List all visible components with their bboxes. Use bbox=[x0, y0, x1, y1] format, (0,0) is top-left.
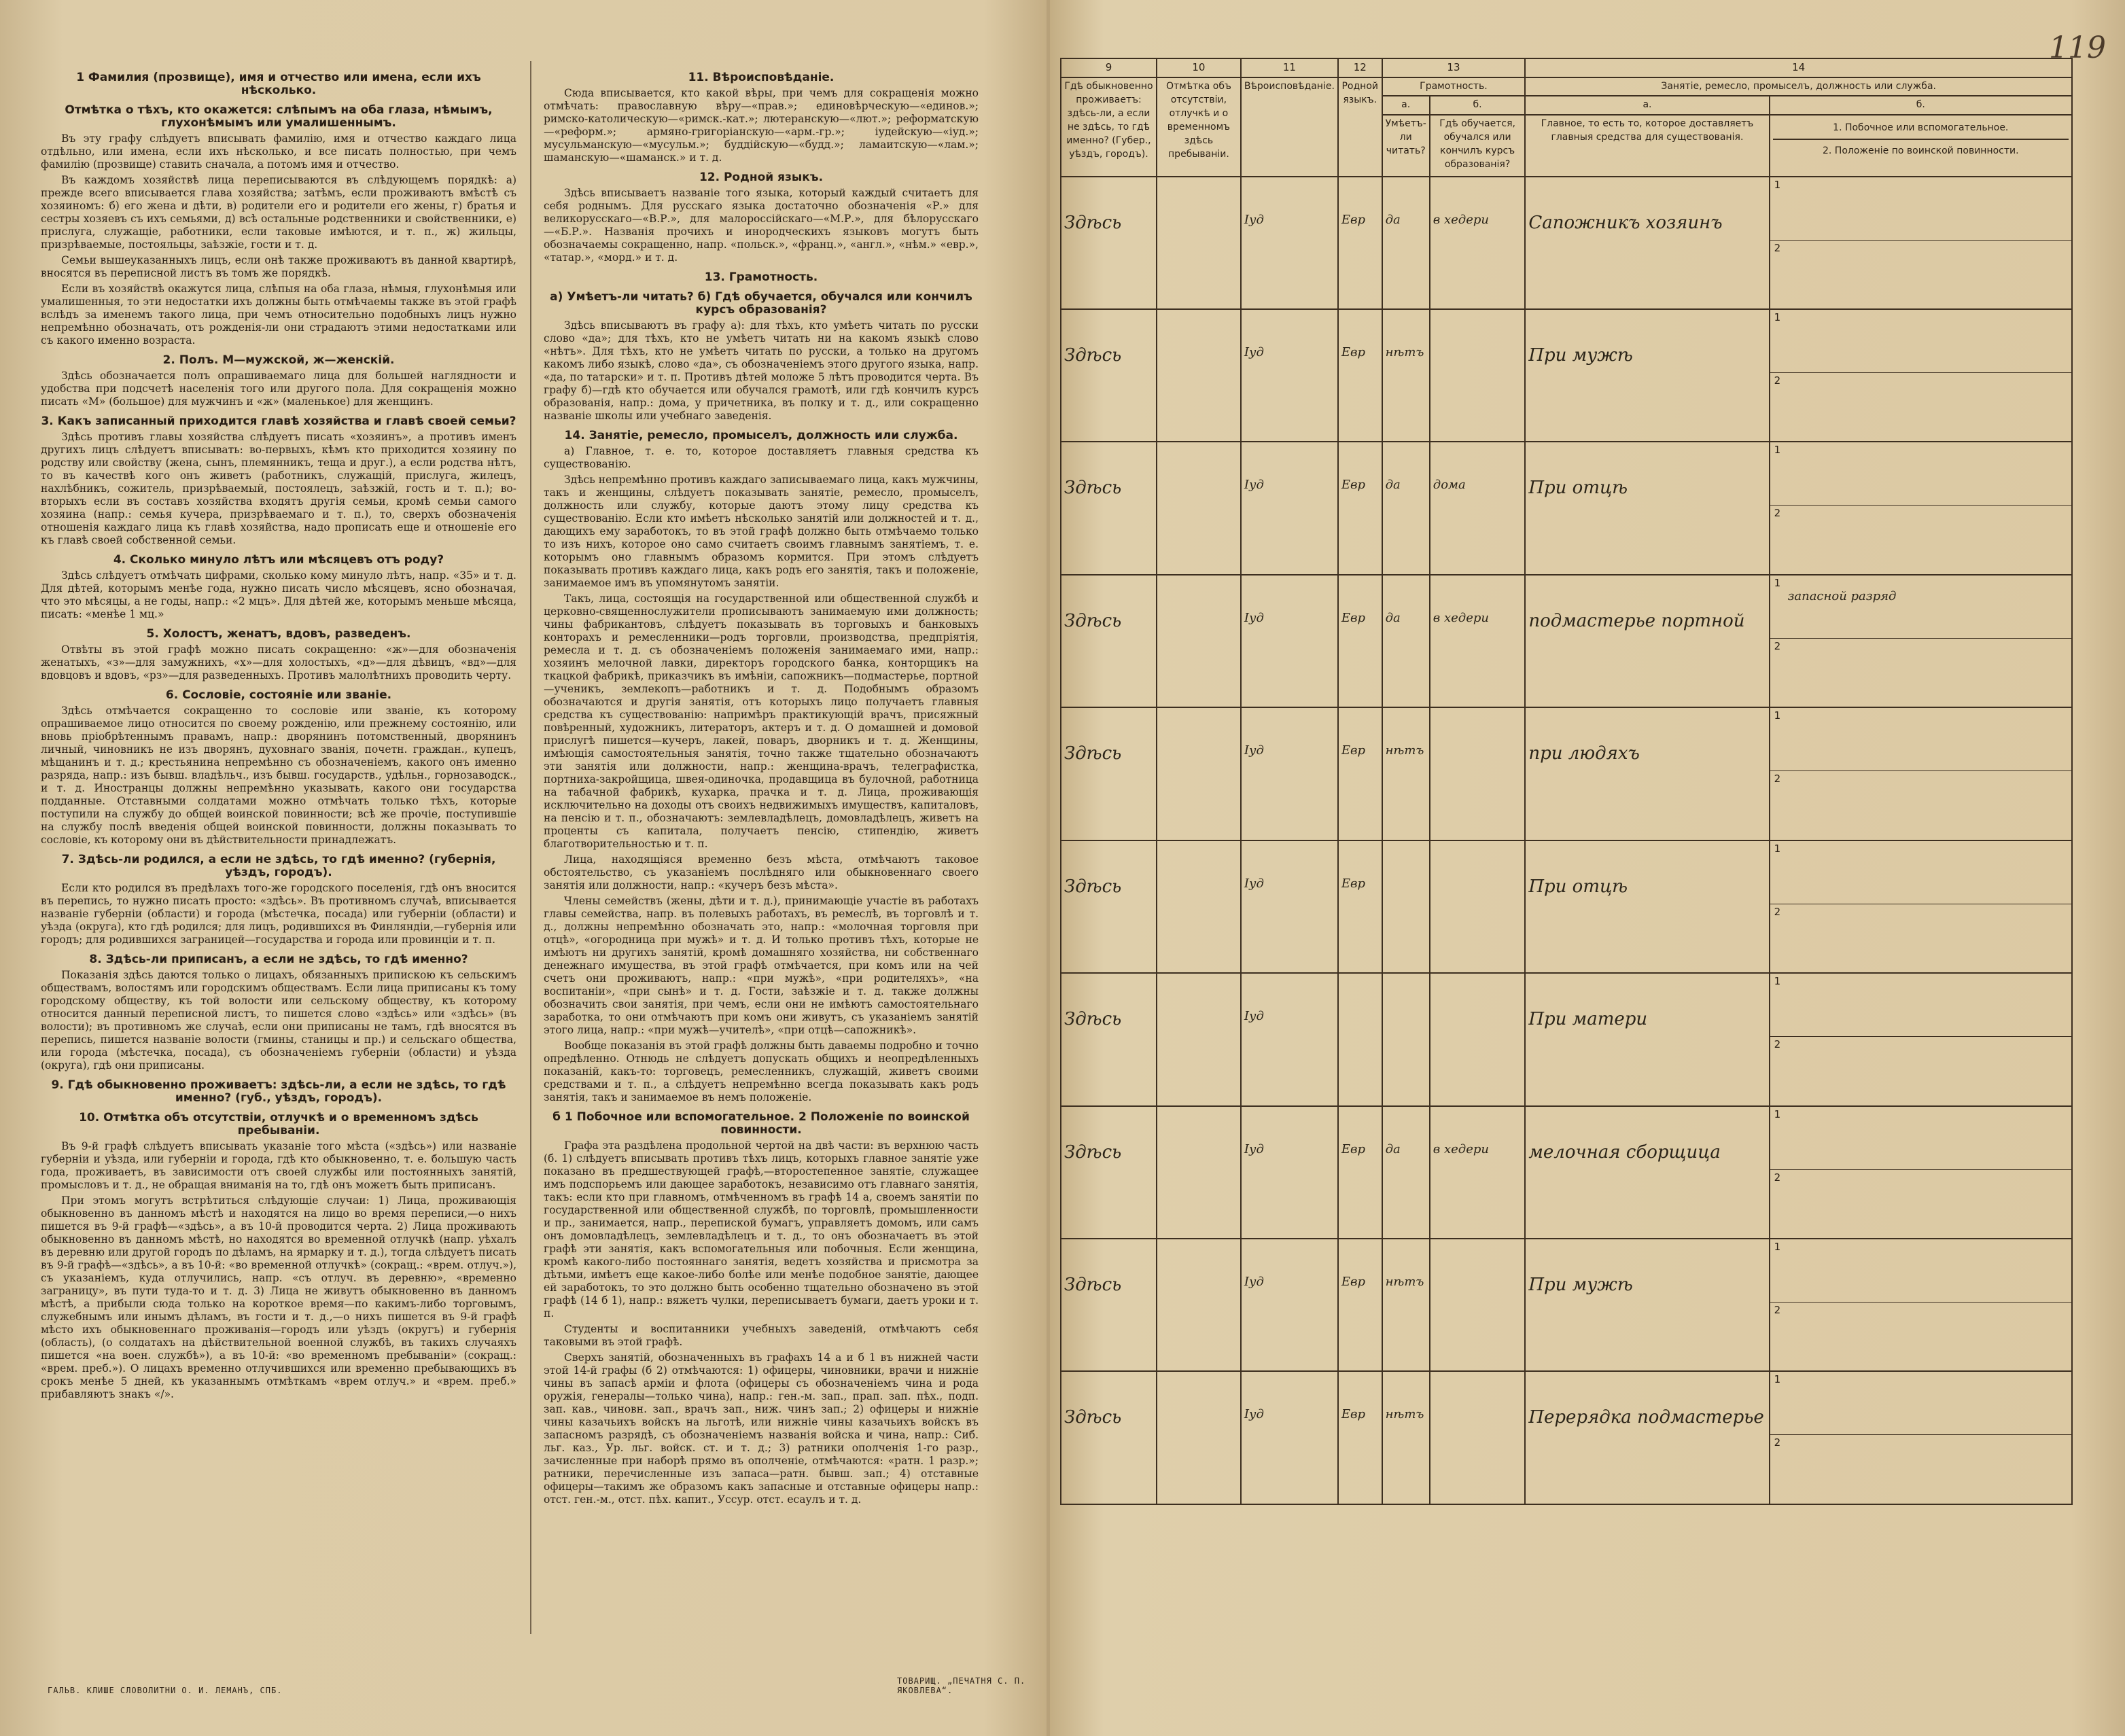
instruction-heading: 7. Здѣсь-ли родился, а если не здѣсь, то гдѣ именно? (губернія, уѣздъ, городъ). bbox=[61, 853, 496, 879]
instructions-column-2 bbox=[544, 65, 979, 1509]
instruction-paragraph: Лица, находящіяся временно безъ мѣста, отмѣчаютъ таковое обстоятельство, съ указаніемъ послѣдняго или обыкновеннаго своего занятія или должности, напр.: «кучеръ безъ мѣста». bbox=[544, 853, 979, 891]
absence-cell bbox=[1157, 1106, 1241, 1239]
handwritten-entry: Евр bbox=[1341, 1141, 1366, 1156]
education-cell bbox=[1430, 1239, 1526, 1371]
military-part bbox=[1770, 904, 2071, 967]
instruction-heading: 11. Вѣроисповѣданіе. bbox=[688, 71, 835, 84]
handwritten-entry: да bbox=[1385, 610, 1401, 625]
secondary-occupation-cell bbox=[1770, 309, 2072, 442]
handwritten-entry: Евр bbox=[1341, 478, 1366, 493]
sub-row-number: 1 bbox=[1774, 842, 1781, 855]
header-can-read: Умѣетъ-ли читать? bbox=[1382, 115, 1430, 177]
sub-row-number: 1 bbox=[1774, 576, 1781, 589]
handwritten-entry: Здѣсь bbox=[1064, 743, 1122, 764]
handwritten-entry: Іуд bbox=[1244, 344, 1264, 359]
instruction-paragraph: Здѣсь обозначается полъ опрашиваемаго лица для большей наглядности и удобства при подсчетѣ населенія того или другого пола. Для сокращенія можно писать «М» (большое) для мужчинъ и «ж» (маленькое) для женщинъ. bbox=[41, 370, 516, 408]
can-read-cell bbox=[1382, 442, 1430, 574]
language-cell bbox=[1338, 442, 1382, 574]
header-secondary: 1. Побочное или вспомогательное. bbox=[1773, 117, 2069, 140]
secondary-occupation-cell bbox=[1770, 1106, 2072, 1239]
secondary-part bbox=[1770, 310, 2071, 373]
military-part bbox=[1770, 373, 2071, 436]
residence-cell bbox=[1061, 309, 1157, 442]
main-occupation-cell bbox=[1525, 309, 1769, 442]
language-cell bbox=[1338, 177, 1382, 309]
main-occupation-cell bbox=[1525, 840, 1769, 973]
residence-cell bbox=[1061, 1239, 1157, 1371]
handwritten-entry: дома bbox=[1433, 478, 1466, 493]
handwritten-entry: Іуд bbox=[1244, 876, 1264, 891]
can-read-cell bbox=[1382, 973, 1430, 1105]
column-number-row bbox=[1061, 58, 2072, 77]
census-row bbox=[1061, 1106, 2072, 1239]
secondary-part bbox=[1770, 1107, 2071, 1170]
sub-row-number: 2 bbox=[1774, 1436, 1781, 1449]
colnum-12: 12 bbox=[1338, 58, 1382, 77]
handwritten-entry: Евр bbox=[1341, 1275, 1366, 1289]
handwritten-entry: Іуд bbox=[1244, 1009, 1264, 1024]
instruction-heading: 9. Гдѣ обыкновенно проживаетъ: здѣсь-ли, а если не здѣсь, то гдѣ именно? (губ., уѣздъ, городъ). bbox=[51, 1078, 506, 1105]
handwritten-entry: Іуд bbox=[1244, 610, 1264, 625]
sheet-number: 119 bbox=[2049, 31, 2106, 65]
can-read-cell bbox=[1382, 1106, 1430, 1239]
instruction-heading: 13. Грамотность. bbox=[704, 270, 818, 284]
handwritten-entry: Здѣсь bbox=[1064, 478, 1122, 499]
handwritten-entry: при людяхъ bbox=[1528, 743, 1640, 764]
instruction-paragraph: Графа эта раздѣлена продольной чертой на двѣ части: въ верхнюю часть (б. 1) слѣдуетъ вписывать противъ тѣхъ лицъ, которыхъ главное занятіе уже показано въ предшествующей графѣ,—второстепенное занятіе, служащее имъ подспорьемъ или дающее заработокъ, независимо отъ главнаго занятія, такъ: если кто при главномъ, отмѣченномъ въ графѣ 14 а, своемъ занятіи по государственной или общественной службѣ, по торговлѣ, промышленности и пр., занимается, напр., перепиской бумагъ, управляетъ домомъ, или самъ онъ домовладѣлецъ, землевладѣлецъ и т. д., то онъ обозначаетъ въ этой графѣ эти занятія, какъ вспомогательныя или побочныя. Если женщина, кромѣ какого-либо постояннаго занятія, ведетъ хозяйства и присмотра за дѣтьми, имѣетъ еще какое-либо болѣе или менѣе подобное занятіе, дающее ей заработокъ, то это должно быть особенно тщательно обозначено въ этой графѣ (14 б 1), напр.: вяжетъ чулки, переписываетъ бумаги, даетъ уроки и т. п. bbox=[544, 1139, 979, 1319]
instruction-paragraph: Семьи вышеуказанныхъ лицъ, если онѣ также проживаютъ въ данной квартирѣ, вносятся въ переписной листъ въ томъ же порядкѣ. bbox=[41, 254, 516, 279]
instruction-paragraph: Въ каждомъ хозяйствѣ лица переписываются въ слѣдующемъ порядкѣ: а) прежде всего вписывается глава хозяйства; затѣмъ, если проживаютъ вмѣстѣ съ хозяиномъ: б) его жена и дѣти, в) родители его и родители его жены, г) братья и сестры хозяевъ съ ихъ семьями, д) всѣ остальные родственники и свойственники, е) прислуга, служащіе, работники, если таковые имѣются, и т. п., ж) жильцы, призрѣваемые, постояльцы, заѣзжіе, гости и т. д. bbox=[41, 174, 516, 251]
handwritten-entry: нѣтъ bbox=[1385, 1275, 1424, 1289]
can-read-cell bbox=[1382, 707, 1430, 840]
sub-row-number: 2 bbox=[1774, 241, 1781, 254]
language-cell bbox=[1338, 1239, 1382, 1371]
handwritten-entry: Іуд bbox=[1244, 1407, 1264, 1422]
education-cell bbox=[1430, 973, 1526, 1105]
sub-row-number: 2 bbox=[1774, 507, 1781, 520]
education-cell bbox=[1430, 1106, 1526, 1239]
religion-cell bbox=[1241, 1239, 1338, 1371]
absence-cell bbox=[1157, 1239, 1241, 1371]
handwritten-entry: При отцѣ bbox=[1528, 876, 1628, 897]
secondary-part bbox=[1770, 177, 2071, 241]
colnum-13: 13 bbox=[1382, 58, 1526, 77]
instruction-heading: 10. Отмѣтка объ отсутствіи, отлучкѣ и о временномъ здѣсь пребываніи. bbox=[79, 1111, 478, 1137]
sub-row-number: 1 bbox=[1774, 444, 1781, 457]
education-cell bbox=[1430, 1371, 1526, 1504]
language-cell bbox=[1338, 309, 1382, 442]
sub-row-number: 1 bbox=[1774, 709, 1781, 722]
handwritten-entry: Іуд bbox=[1244, 212, 1264, 227]
printer-footer-left: ГАЛЬВ. КЛИШЕ СЛОВОЛИТНИ О. И. ЛЕМАНЪ, СПБ. bbox=[48, 1686, 283, 1695]
can-read-cell bbox=[1382, 177, 1430, 309]
handwritten-entry: да bbox=[1385, 478, 1401, 493]
header-secondary-occupation bbox=[1770, 115, 2072, 177]
handwritten-entry: в хедери bbox=[1433, 1141, 1489, 1156]
sub-row-number: 2 bbox=[1774, 639, 1781, 652]
can-read-cell bbox=[1382, 1371, 1430, 1504]
sub-row-number: 1 bbox=[1774, 311, 1781, 323]
religion-cell bbox=[1241, 1371, 1338, 1504]
instruction-paragraph: Студенты и воспитанники учебныхъ заведеній, отмѣчаютъ себя таковыми въ этой графѣ. bbox=[544, 1323, 979, 1348]
language-cell bbox=[1338, 973, 1382, 1105]
can-read-cell bbox=[1382, 575, 1430, 707]
census-row bbox=[1061, 840, 2072, 973]
handwritten-entry: в хедери bbox=[1433, 610, 1489, 625]
header-native-language: Родной языкъ. bbox=[1338, 77, 1382, 177]
handwritten-entry: Здѣсь bbox=[1064, 1407, 1122, 1428]
secondary-occupation-cell bbox=[1770, 973, 2072, 1105]
sub-row-number: 2 bbox=[1774, 374, 1781, 387]
printer-footer-right: ТОВАРИЩ. „ПЕЧАТНЯ С. П. ЯКОВЛЕВА“. bbox=[897, 1676, 1026, 1695]
instruction-heading: 8. Здѣсь-ли приписанъ, а если не здѣсь, то гдѣ именно? bbox=[89, 953, 468, 966]
absence-cell bbox=[1157, 840, 1241, 973]
instruction-paragraph: Члены семействъ (жены, дѣти и т. д.), принимающіе участіе въ работахъ главы семейства, напр. въ полевыхъ работахъ, въ ремеслѣ, въ торговлѣ и т. д., должны непремѣнно обозначать это, напр.: «молочная торговля при отцѣ», «огородница при мужѣ» и т. д. И только противъ тѣхъ, которые не имѣютъ ни другихъ занятій, кромѣ домашняго хозяйства, ни собственнаго денежнаго имущества, въ этой графѣ отмѣчается, при комъ или на чей счетъ они проживаютъ, напр.: «при мужѣ», «при родителяхъ», «на воспитаніи», «при сынѣ» и т. д. Гости, заѣзжіе и т. д. также должны обозначить свои занятія, при чемъ, если они не имѣютъ самостоятельнаго заработка, то они отмѣчаютъ при комъ они живутъ, съ указаніемъ занятій этого лица, напр.: «при мужѣ—учителѣ», «при отцѣ—сапожникѣ». bbox=[544, 895, 979, 1036]
census-rows bbox=[1061, 177, 2072, 1505]
handwritten-entry: Іуд bbox=[1244, 1275, 1264, 1289]
handwritten-entry: При отцѣ bbox=[1528, 478, 1628, 499]
language-cell bbox=[1338, 1371, 1382, 1504]
instruction-paragraph: Здѣсь вписываетъ названіе того языка, который каждый считаетъ для себя роднымъ. Для русскаго языка достаточно обозначенія «Р.» для великорусскаго—«В.Р.», для малороссійскаго—«М.Р.», для бѣлорусскаго—«Б.Р.». Названія прочихъ и инородческихъ языковъ могутъ быть обозначаемы сокращенно, напр. «польск.», «франц.», «англ.», «нѣм.» «евр.», «татар.», «морд.» и т. д. bbox=[544, 187, 979, 264]
instruction-heading: 1 Фамилия (прозвище), имя и отчество или имена, если ихъ нѣсколько. bbox=[76, 71, 481, 97]
religion-cell bbox=[1241, 575, 1338, 707]
residence-cell bbox=[1061, 707, 1157, 840]
handwritten-entry: подмастерье портной bbox=[1528, 610, 1745, 631]
header-education: Гдѣ обучается, обучался или кончилъ курсъ образованія? bbox=[1430, 115, 1526, 177]
header-row-1 bbox=[1061, 77, 2072, 96]
instruction-heading: 6. Сословіе, состояніе или званіе. bbox=[165, 688, 392, 702]
education-cell bbox=[1430, 575, 1526, 707]
religion-cell bbox=[1241, 177, 1338, 309]
instruction-heading: 14. Занятіе, ремесло, промыселъ, должность или служба. bbox=[564, 429, 958, 442]
header-usual-residence: Гдѣ обыкновенно проживаетъ: здѣсь-ли, а если не здѣсь, то гдѣ именно? (Губер., уѣздъ, городъ). bbox=[1061, 77, 1157, 177]
religion-cell bbox=[1241, 442, 1338, 574]
religion-cell bbox=[1241, 973, 1338, 1105]
education-cell bbox=[1430, 177, 1526, 309]
main-occupation-cell bbox=[1525, 1239, 1769, 1371]
secondary-part bbox=[1770, 1239, 2071, 1303]
header-main-occupation: Главное, то есть то, которое доставляетъ главныя средства для существованія. bbox=[1525, 115, 1769, 177]
handwritten-entry: Евр bbox=[1341, 743, 1366, 758]
handwritten-entry: Сапожникъ хозяинъ bbox=[1528, 212, 1723, 233]
military-part bbox=[1770, 506, 2071, 568]
main-occupation-cell bbox=[1525, 1371, 1769, 1504]
census-row bbox=[1061, 309, 2072, 442]
sub-row-number: 1 bbox=[1774, 975, 1781, 988]
secondary-part bbox=[1770, 442, 2071, 506]
sub-row-number: 2 bbox=[1774, 1038, 1781, 1051]
instruction-paragraph: Здѣсь слѣдуетъ отмѣчать цифрами, сколько кому минуло лѣтъ, напр. «35» и т. д. Для дѣтей, которымъ менѣе года, нужно писать число мѣсяцевъ, ясно обозначая, что это мѣсяцы, а не годы, напр.: «2 мцъ». Для дѣтей же, которымъ меньше мѣсяца, писать: «менѣе 1 мц.» bbox=[41, 569, 516, 620]
instruction-paragraph: Показанія здѣсь даются только о лицахъ, обязанныхъ припискою къ сельскимъ обществамъ, волостямъ или городскимъ обществамъ. Если лица приписаны къ тому городскому обществу, къ той волости или сельскому обществу, къ которому относится данный переписной листъ, то пишется слово «здѣсь» или «здѣсь» (въ волости); въ противномъ же случаѣ, если они приписаны не тамъ, гдѣ вносятся въ перепись, пишется названіе волости (гмины, станицы и пр.) и сельскаго общества, или города (мѣстечка, посада), съ обозначеніемъ губерніи (области) и уѣзда (округа), гдѣ они приписаны. bbox=[41, 969, 516, 1071]
secondary-occupation-cell bbox=[1770, 177, 2072, 309]
colnum-14: 14 bbox=[1525, 58, 2072, 77]
instruction-paragraph: Въ 9-й графѣ слѣдуетъ вписывать указаніе того мѣста («здѣсь») или названіе губерніи и уѣзда, или губерніи и города, гдѣ кто обыкновенно, т. е. большую часть года, проживаетъ, въ зависимости отъ своей службы или постоянныхъ занятій, промысловъ и т. д., не обращая вниманія на то, гдѣ онъ можетъ быть приписанъ. bbox=[41, 1140, 516, 1191]
residence-cell bbox=[1061, 1106, 1157, 1239]
handwritten-entry: Здѣсь bbox=[1064, 344, 1122, 366]
military-part bbox=[1770, 1435, 2071, 1498]
military-part bbox=[1770, 639, 2071, 701]
header-literacy-b-letter: б. bbox=[1430, 96, 1526, 114]
handwritten-entry: Здѣсь bbox=[1064, 1009, 1122, 1030]
instruction-paragraph: Здѣсь противъ главы хозяйства слѣдуетъ писать «хозяинъ», а противъ именъ другихъ лицъ слѣдуетъ вписывать: во-первыхъ, кѣмъ кто приходится хозяину по родству или свойству (жена, сынъ, племянникъ, теща и друг.), а если родства нѣтъ, то въ качествѣ кого онъ живетъ (работникъ, служащій, прислуга, жилецъ, нахлѣбникъ, сожитель, призрѣваемый, постоялецъ, заѣзжій, гость и т. п.); во-вторыхъ если въ составъ хозяйства входятъ другія семьи, кромѣ семьи самого хозяина (напр.: семья кучера, призрѣваемаго и т. п.), то, сверхъ обозначенія отношенія каждаго лица къ главѣ хозяйства, надо прописать еще и отношеніе его къ главѣ своей собственной семьи. bbox=[41, 431, 516, 546]
colnum-11: 11 bbox=[1241, 58, 1338, 77]
language-cell bbox=[1338, 575, 1382, 707]
secondary-occupation-cell bbox=[1770, 840, 2072, 973]
handwritten-entry: Іуд bbox=[1244, 743, 1264, 758]
main-occupation-cell bbox=[1525, 973, 1769, 1105]
can-read-cell bbox=[1382, 1239, 1430, 1371]
instruction-heading: Отмѣтка о тѣхъ, кто окажется: слѣпымъ на оба глаза, нѣмымъ, глухонѣмымъ или умалишеннымъ. bbox=[65, 103, 493, 130]
sub-row-number: 1 bbox=[1774, 1108, 1781, 1120]
colnum-9: 9 bbox=[1061, 58, 1157, 77]
military-part bbox=[1770, 1037, 2071, 1099]
handwritten-entry: нѣтъ bbox=[1385, 1407, 1424, 1422]
handwritten-entry: Перерядка подмастерье bbox=[1528, 1407, 1764, 1428]
secondary-part bbox=[1770, 575, 2071, 639]
census-row bbox=[1061, 177, 2072, 309]
religion-cell bbox=[1241, 309, 1338, 442]
handwritten-entry: мелочная сборщица bbox=[1528, 1141, 1721, 1163]
handwritten-entry: Здѣсь bbox=[1064, 1141, 1122, 1163]
language-cell bbox=[1338, 840, 1382, 973]
handwritten-entry: Евр bbox=[1341, 1407, 1366, 1422]
absence-cell bbox=[1157, 309, 1241, 442]
instruction-paragraph: Такъ, лица, состоящія на государственной или общественной службѣ и церковно-священнослужители прописываютъ занимаемую ими должность; чины фабрикантовъ, слѣдуетъ показывать въ торговыхъ и банковыхъ конторахъ и ремесленники—родъ торговли, производства, предпріятія, ремесла и т. д. съ обозначеніемъ положенія занимаемаго ими, напр.: хозяинъ мелочной лавки, директоръ городского банка, конторщикъ на ткацкой фабрикѣ, приказчикъ въ имѣніи, сапожникъ—подмастерье, портной—ученикъ, землекопъ—работникъ и т. д. Подобнымъ образомъ обозначаются и другія занятія, отъ которыхъ лицо получаетъ главныя средства къ существованію: напримѣръ практикующій врачъ, присяжный повѣренный, художникъ, литераторъ, актеръ и т. д. О домашней и домовой прислугѣ пишется—кучеръ, лакей, поваръ, дворникъ и т. д. Женщины, имѣющія самостоятельныя занятія, точно также тщательно обозначаютъ эти занятія или должности, напр.: женщина-врачъ, телеграфистка, портниха-закройщица, швея-одиночка, продавщица въ булочной, работница на табачной фабрикѣ, кухарка, прачка и т. д. Лица, проживающія исключительно на доходы отъ своихъ недвижимыхъ имуществъ, капиталовъ, на пенсію и т. п., обозначаютъ: землевладѣлецъ, домовладѣлецъ, живетъ на проценты съ капитала, получаетъ пенсію, стипендію, живетъ благотворительностью и т. п. bbox=[544, 592, 979, 850]
absence-cell bbox=[1157, 973, 1241, 1105]
header-absence-note: Отмѣтка объ отсутствіи, отлучкѣ и о временномъ здѣсь пребываніи. bbox=[1157, 77, 1241, 177]
header-religion: Вѣроисповѣданіе. bbox=[1241, 77, 1338, 177]
main-occupation-cell bbox=[1525, 707, 1769, 840]
census-row bbox=[1061, 973, 2072, 1105]
education-cell bbox=[1430, 442, 1526, 574]
military-part bbox=[1770, 241, 2071, 303]
secondary-occupation-cell bbox=[1770, 442, 2072, 574]
instruction-paragraph: Сверхъ занятій, обозначенныхъ въ графахъ 14 а и б 1 въ нижней части этой 14-й графы (б 2) отмѣчаются: 1) офицеры, чиновники, врачи и нижніе чины въ запасѣ арміи и флота (офицеры съ обозначеніемъ чина и рода оружія, генералы—только чина), напр.: ген.-м. зап., прап. зап. пѣх., подп. зап. кав., чиновн. зап., врачъ зап., ниж. чинъ зап.; 2) офицеры и нижніе чины казачьихъ войскъ на льготѣ, или нижніе чины казачьихъ войскъ въ запасномъ разрядѣ, съ обозначеніемъ названія войска и чина, напр.: Сиб. льг. каз., Ур. льг. войск. ст. и т. д.; 3) ратники ополченія 1-го разр., зачисленные при наборѣ прямо въ ополченіе, отмѣчаются: «ратн. 1 разр.»; ратники, перечисленные изъ запаса—ратн. бывш. зап.; 4) отставные офицеры—такимъ же образомъ какъ запасные и отставные офицеры напр.: отст. ген.-м., отст. пѣх. капит., Уссур. отст. есаулъ и т. д. bbox=[544, 1351, 979, 1506]
residence-cell bbox=[1061, 177, 1157, 309]
handwritten-entry: нѣтъ bbox=[1385, 344, 1424, 359]
header-occupation-a-letter: а. bbox=[1525, 96, 1769, 114]
main-occupation-cell bbox=[1525, 442, 1769, 574]
military-part bbox=[1770, 1170, 2071, 1233]
sub-row-number: 2 bbox=[1774, 1304, 1781, 1316]
sub-row-number: 1 bbox=[1774, 1373, 1781, 1386]
left-page-instructions bbox=[0, 0, 1047, 1736]
absence-cell bbox=[1157, 575, 1241, 707]
handwritten-entry: При мужѣ bbox=[1528, 1275, 1633, 1295]
census-row bbox=[1061, 442, 2072, 574]
census-row bbox=[1061, 1371, 2072, 1504]
instruction-paragraph: Отвѣты въ этой графѣ можно писать сокращенно: «ж»—для обозначенія женатыхъ, «з»—для замужнихъ, «х»—для холостыхъ, «д»—для дѣвицъ, «вд»—для вдовцовъ и вдовъ, «рз»—для разведенныхъ. Противъ малолѣтнихъ проводить черту. bbox=[41, 643, 516, 681]
residence-cell bbox=[1061, 442, 1157, 574]
header-military: 2. Положеніе по воинской повинности. bbox=[1822, 145, 2019, 156]
instruction-paragraph: Если кто родился въ предѣлахъ того-же городского поселенія, гдѣ онъ вносится въ перепись, то нужно писать просто: «здѣсь». Въ противномъ случаѣ, вписывается названіе губерніи (области) и города (мѣстечка, посада) или губерніи (области) и уѣзда (округа), кто гдѣ родился; для лицъ, родившихся въ Финляндіи,—губернія или городъ; для родившихся заграницей—государства и города или провинціи и т. п. bbox=[41, 882, 516, 946]
header-literacy: Грамотность. bbox=[1382, 77, 1526, 96]
handwritten-entry: Евр bbox=[1341, 344, 1366, 359]
instruction-paragraph: а) Главное, т. е. то, которое доставляетъ главныя средства къ существованію. bbox=[544, 445, 979, 470]
secondary-occupation-cell bbox=[1770, 1239, 2072, 1371]
instruction-paragraph: При этомъ могутъ встрѣтиться слѣдующіе случаи: 1) Лица, проживающія обыкновенно въ данномъ мѣстѣ и находятся на лицо во время переписи,—о нихъ пишется въ 9-й графѣ—«здѣсь», а въ 10-й проводится черта. 2) Лица проживають обыкновенно въ данномъ мѣстѣ, но находятся во временной отлучкѣ (напр. уѣхалъ въ деревню или другой городъ по дѣламъ, на ярмарку и т. д.), тогда слѣдуетъ писать въ 9-й графѣ—«здѣсь», а въ 10-й: «во временной отлучкѣ» (сокращ.: «врем. отлуч.»), съ указаніемъ, куда отлучились, напр. «съ отлуч. въ деревню», «временно заграницу», въ пути туда-то и т. д. 3) Лица не живутъ обыкновенно въ данномъ мѣстѣ, а прибыли сюда только на короткое время—по какимъ-либо торговымъ, служебнымъ или инымъ дѣламъ, въ гости и т. д.,—о нихъ пишется въ 9-й графѣ мѣсто ихъ обыкновеннаго проживанія—городъ или уѣздъ (округъ) и губернія (область), (о солдатахъ на дѣйствительной военной службѣ, въ такихъ случаяхъ пишется «на воен. службѣ»), а въ 10-й: «во временномъ пребываніи» (сокращ.: «врем. преб.»). О лицахъ временно отлучившихся или временно пребывающихъ въ срокъ менѣе 5 дней, къ указаннымъ отмѣткамъ «врем отлуч.» и «врем. преб.» прибавляютъ знакъ «/». bbox=[41, 1194, 516, 1400]
census-row bbox=[1061, 707, 2072, 840]
residence-cell bbox=[1061, 575, 1157, 707]
sub-row-number: 2 bbox=[1774, 1171, 1781, 1184]
instruction-paragraph: Здѣсь отмѣчается сокращенно то сословіе или званіе, къ которому опрашиваемое лицо относится по своему рожденію, или прежнему состоянію, или вновь пріобрѣтеннымъ правамъ, напр.: дворянинъ потомственный, дворянинъ личный, чиновникъ не изъ дворянъ, духовнаго званія, почетн. граждан., купецъ, мѣщанинъ и т. д.; крестьянина непремѣнно съ обозначеніемъ, какого онъ именно разряда, напр.: изъ бывш. владѣльч., изъ бывш. государств., удѣльн., горнозаводск., и т. д. Иностранцы должны непремѣнно указывать, какого они государства подданные. Отставными солдатами можно отмѣчать только тѣхъ, которые поступили на службу до общей воинской повинности; всѣ же прочіе, поступившіе на службу послѣ введенія общей воинской повинности, должны показывать то сословіе, къ которому они въ дѣйствительности принадлежатъ. bbox=[41, 705, 516, 846]
instruction-heading: 4. Сколько минуло лѣтъ или мѣсяцевъ отъ роду? bbox=[113, 553, 444, 567]
education-cell bbox=[1430, 309, 1526, 442]
instruction-heading: 2. Полъ. М—мужской, ж—женскій. bbox=[162, 353, 395, 367]
header-occupation-b-letter: б. bbox=[1770, 96, 2072, 114]
instruction-heading: а) Умѣетъ-ли читать? б) Гдѣ обучается, обучался или кончилъ курсъ образованія? bbox=[550, 290, 972, 317]
secondary-part bbox=[1770, 708, 2071, 771]
main-occupation-cell bbox=[1525, 1106, 1769, 1239]
instructions-column-1 bbox=[41, 65, 516, 1404]
handwritten-entry: Здѣсь bbox=[1064, 212, 1122, 233]
residence-cell bbox=[1061, 1371, 1157, 1504]
military-part bbox=[1770, 1303, 2071, 1365]
religion-cell bbox=[1241, 707, 1338, 840]
education-cell bbox=[1430, 840, 1526, 973]
sub-row-number: 1 bbox=[1774, 1241, 1781, 1253]
sub-row-number: 2 bbox=[1774, 905, 1781, 918]
handwritten-entry: Здѣсь bbox=[1064, 876, 1122, 897]
handwritten-entry: При мужѣ bbox=[1528, 344, 1633, 366]
instruction-heading: 12. Родной языкъ. bbox=[699, 171, 824, 184]
residence-cell bbox=[1061, 840, 1157, 973]
handwritten-entry: Іуд bbox=[1244, 478, 1264, 493]
secondary-occupation-cell bbox=[1770, 707, 2072, 840]
handwritten-entry: да bbox=[1385, 212, 1401, 227]
secondary-occupation-cell bbox=[1770, 1371, 2072, 1504]
handwritten-entry: Здѣсь bbox=[1064, 1275, 1122, 1295]
instruction-paragraph: Въ эту графу слѣдуетъ вписывать фамилію, имя и отчество каждаго лица отдѣльно, или имена, если ихъ нѣсколько, и все писать полностью, при чемъ фамилію (прозвище) ставить сначала, а потомъ имя и отчество. bbox=[41, 132, 516, 171]
can-read-cell bbox=[1382, 309, 1430, 442]
absence-cell bbox=[1157, 177, 1241, 309]
handwritten-secondary: запасной разряд bbox=[1787, 588, 1897, 603]
religion-cell bbox=[1241, 840, 1338, 973]
secondary-part bbox=[1770, 1372, 2071, 1435]
handwritten-entry: в хедери bbox=[1433, 212, 1489, 227]
main-occupation-cell bbox=[1525, 177, 1769, 309]
header-occupation: Занятіе, ремесло, промыселъ, должность или служба. bbox=[1525, 77, 2072, 96]
absence-cell bbox=[1157, 707, 1241, 840]
instruction-paragraph: Если въ хозяйствѣ окажутся лица, слѣпыя на оба глаза, нѣмыя, глухонѣмыя или умалишенныя, то эти недостатки ихъ должны быть отмѣчаемы также въ этой графѣ вслѣдъ за именемъ такого лица, при чемъ относительно подобныхъ лицъ нужно непремѣнно обозначать, отъ рожденія-ли они страдаютъ этими недостатками или съ какого именно возраста. bbox=[41, 283, 516, 347]
column-divider bbox=[530, 61, 531, 1634]
military-part bbox=[1770, 771, 2071, 834]
handwritten-entry: да bbox=[1385, 1141, 1401, 1156]
instruction-paragraph: Сюда вписывается, кто какой вѣры, при чемъ для сокращенія можно отмѣчать: православную вѣру—«прав.»; единовѣрческую—«единов.»; римско-католическую—«римск.-кат.»; лютеранскую—«лют.»; реформатскую—«реформ.»; армяно-григоріанскую—«арм.-гр.»; іудейскую—«іуд.»; мусульманскую—«мусульм.»; буддійскую—«будд.»; ламаитскую—«лам.»; шаманскую—«шаманск.» и т. д. bbox=[544, 87, 979, 164]
census-row bbox=[1061, 575, 2072, 707]
education-cell bbox=[1430, 707, 1526, 840]
handwritten-entry: нѣтъ bbox=[1385, 743, 1424, 758]
language-cell bbox=[1338, 1106, 1382, 1239]
handwritten-entry: При матери bbox=[1528, 1009, 1648, 1030]
colnum-10: 10 bbox=[1157, 58, 1241, 77]
secondary-occupation-cell bbox=[1770, 575, 2072, 707]
residence-cell bbox=[1061, 973, 1157, 1105]
instruction-heading: 5. Холостъ, женатъ, вдовъ, разведенъ. bbox=[146, 627, 411, 641]
absence-cell bbox=[1157, 442, 1241, 574]
handwritten-entry: Евр bbox=[1341, 610, 1366, 625]
language-cell bbox=[1338, 707, 1382, 840]
instruction-heading: б 1 Побочное или вспомогательное. 2 Положеніе по воинской повинности. bbox=[552, 1110, 970, 1137]
handwritten-entry: Здѣсь bbox=[1064, 610, 1122, 631]
sub-row-number: 1 bbox=[1774, 178, 1781, 191]
handwritten-entry: Евр bbox=[1341, 212, 1366, 227]
instruction-paragraph: Здѣсь вписываютъ въ графу а): для тѣхъ, кто умѣетъ читать по русски слово «да»; для тѣхъ, кто не умѣетъ читать ни на какомъ языкѣ слово «нѣтъ». Для тѣхъ, кто не умѣетъ читать по русски, а только на другомъ какомъ либо языкѣ, слово «да», съ обозначеніемъ этого другого языка, напр. «да, по татарски» и т. п. Противъ дѣтей моложе 5 лѣтъ проводится черта. Въ графу б)—гдѣ кто обучается или обучался грамотѣ, или гдѣ кончилъ курсъ образованія, напр.: дома, у причетника, въ полку и т. д., или сокращенно названіе школы или учебнаго заведенія. bbox=[544, 319, 979, 422]
census-row bbox=[1061, 1239, 2072, 1371]
religion-cell bbox=[1241, 1106, 1338, 1239]
handwritten-entry: Іуд bbox=[1244, 1141, 1264, 1156]
can-read-cell bbox=[1382, 840, 1430, 973]
instruction-heading: 3. Какъ записанный приходится главѣ хозяйства и главѣ своей семьи? bbox=[41, 414, 516, 428]
instruction-paragraph: Вообще показанія въ этой графѣ должны быть даваемы подробно и точно опредѣленно. Отнюдь не слѣдуетъ допускать общихъ и неопредѣленныхъ показаній, какъ-то: торговецъ, ремесленникъ, служащій, живетъ своими средствами и т. п., а слѣдуетъ непремѣнно всегда показывать какъ родъ занятія, такъ и занимаемое въ немъ положеніе. bbox=[544, 1040, 979, 1103]
instruction-paragraph: Здѣсь непремѣнно противъ каждаго записываемаго лица, какъ мужчины, такъ и женщины, слѣдуетъ показывать занятіе, ремесло, промыселъ, должность или службу, которые даютъ этому лицу средства къ существованію. Если кто имѣетъ нѣсколько занятій или должностей и т. д., дающихъ ему заработокъ, то въ этой графѣ должно быть отмѣчаемо только то изъ нихъ, которое оно само считаетъ своимъ главнымъ занятіемъ, т. е. которымъ оно главнымъ образомъ кормится. При этомъ слѣдуетъ показывать противъ каждаго лица, какъ родъ его занятія, такъ и положеніе, занимаемое имъ въ упомянутомъ занятіи. bbox=[544, 474, 979, 589]
secondary-part bbox=[1770, 974, 2071, 1037]
header-literacy-a-letter: а. bbox=[1382, 96, 1430, 114]
main-occupation-cell bbox=[1525, 575, 1769, 707]
census-table bbox=[1060, 58, 2073, 1505]
handwritten-entry: Евр bbox=[1341, 876, 1366, 891]
absence-cell bbox=[1157, 1371, 1241, 1504]
sub-row-number: 2 bbox=[1774, 773, 1781, 785]
secondary-part bbox=[1770, 841, 2071, 904]
